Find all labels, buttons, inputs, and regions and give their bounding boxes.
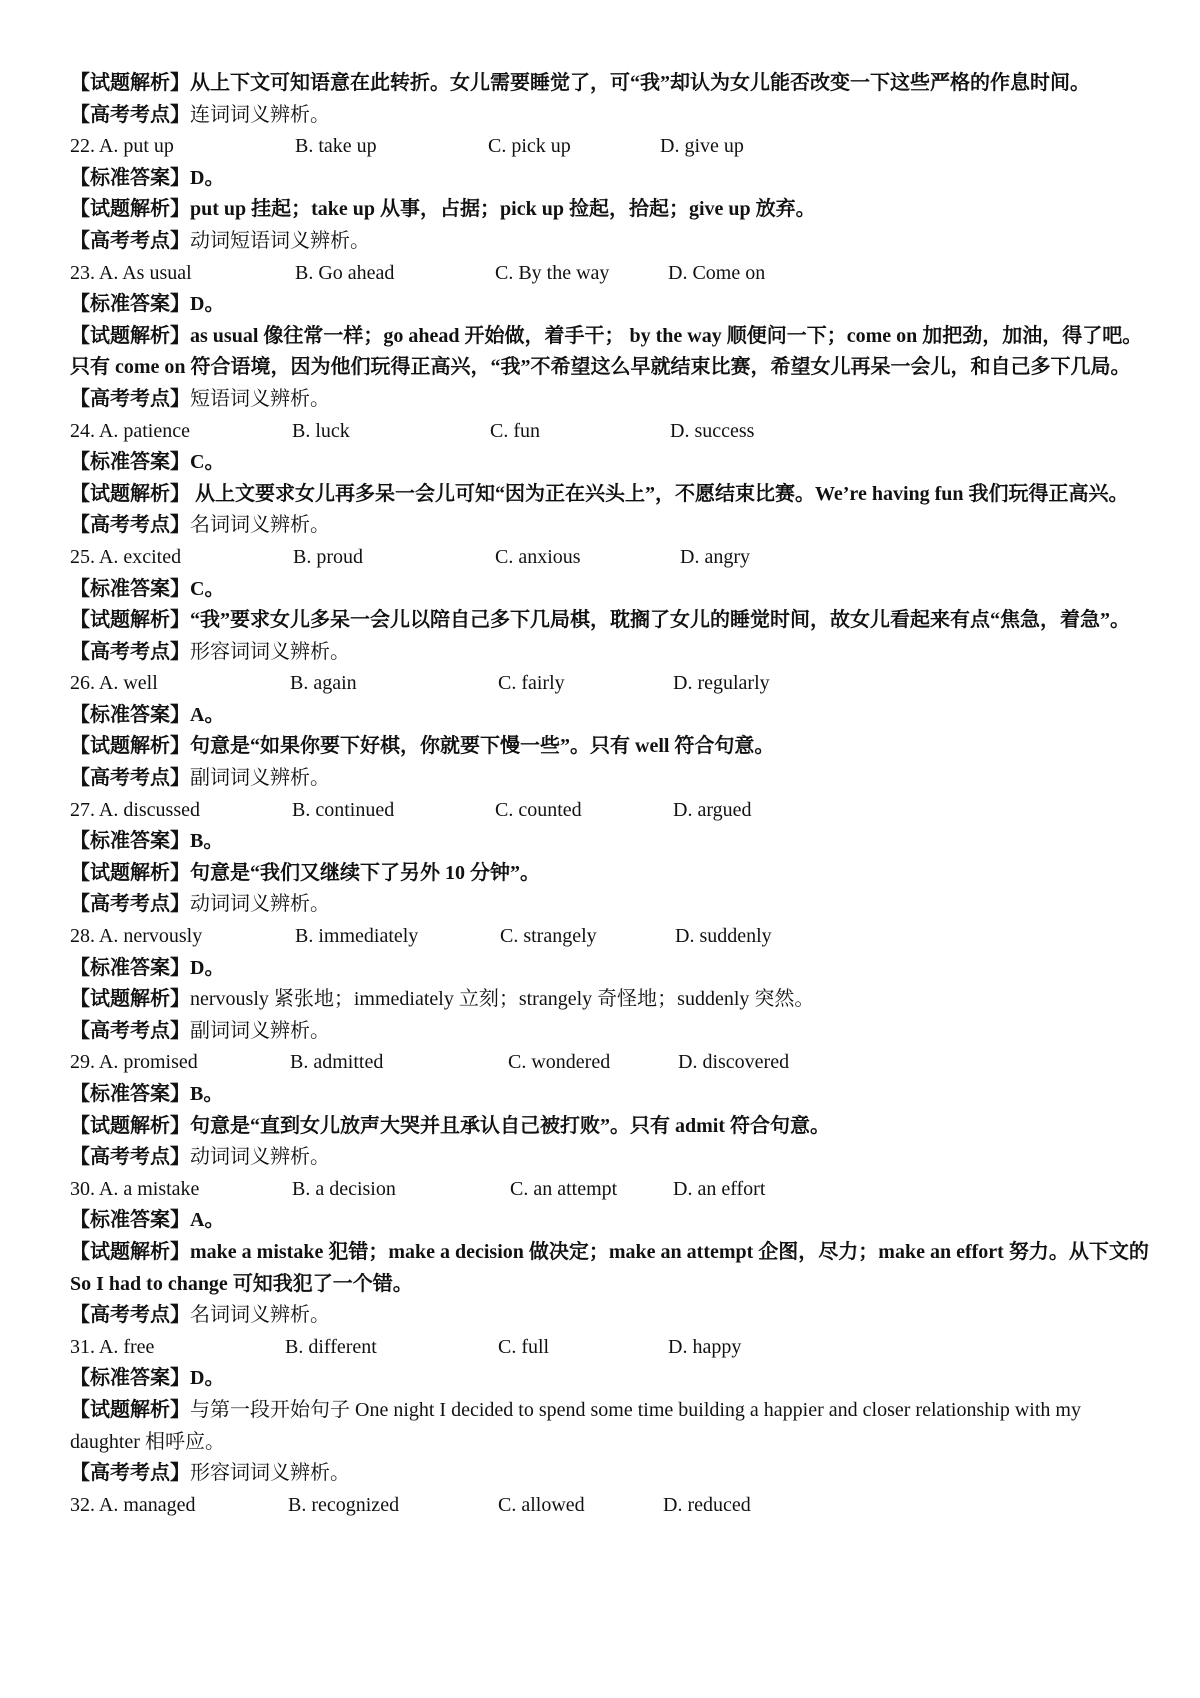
option-b: B. admitted: [290, 1051, 384, 1074]
exam-point-line-text: 副词词义辨析。: [190, 1019, 330, 1042]
standard-answer-line-text: D。: [190, 293, 225, 316]
question-options: [70, 668, 1150, 700]
option-d: D. reduced: [663, 1493, 751, 1516]
exam-point-line-label: 【高考考点】: [70, 893, 190, 916]
option-b: B. proud: [293, 545, 363, 568]
analysis-line: [70, 1237, 1150, 1300]
standard-answer-line-label: 【标准答案】: [70, 703, 190, 726]
exam-point-line-text: 名词词义辨析。: [190, 1304, 330, 1327]
exam-point-line-label: 【高考考点】: [70, 767, 190, 790]
option-c: C. strangely: [500, 925, 597, 948]
option-d: D. success: [670, 419, 755, 442]
standard-answer-line: [70, 953, 1150, 985]
standard-answer-line: [70, 163, 1150, 195]
option-b: B. immediately: [295, 925, 419, 948]
analysis-line-text: 从上文要求女儿再多呆一会儿可知“因为正在兴头上”，不愿结束比赛。We’re having fun 我们玩得正高兴。: [190, 482, 1129, 505]
standard-answer-line-label: 【标准答案】: [70, 166, 190, 189]
analysis-line: [70, 858, 1150, 890]
option-b: B. again: [290, 672, 357, 695]
option-c: C. counted: [495, 798, 582, 821]
standard-answer-line-label: 【标准答案】: [70, 1367, 190, 1390]
analysis-line-label: 【试题解析】: [70, 988, 190, 1011]
analysis-line: [70, 479, 1150, 511]
option-c: C. allowed: [498, 1493, 585, 1516]
question-options: [70, 131, 1150, 163]
analysis-line: [70, 605, 1150, 637]
question-options: [70, 795, 1150, 827]
exam-point-line-label: 【高考考点】: [70, 387, 190, 410]
question-options: [70, 1174, 1150, 1206]
exam-point-line-text: 动词短语词义辨析。: [190, 229, 370, 252]
exam-point-line-text: 形容词词义辨析。: [190, 640, 350, 663]
standard-answer-line: [70, 447, 1150, 479]
standard-answer-line-text: B。: [190, 1083, 224, 1105]
standard-answer-line-text: C。: [190, 451, 225, 474]
exam-point-line-label: 【高考考点】: [70, 1462, 190, 1485]
option-a: 30. A. a mistake: [70, 1177, 200, 1200]
analysis-line-text: put up 挂起；take up 从事，占据；pick up 捡起，拾起；give up 放弃。: [190, 198, 816, 221]
analysis-line-label: 【试题解析】: [70, 482, 190, 505]
option-d: D. discovered: [678, 1051, 790, 1074]
standard-answer-line-text: C。: [190, 577, 225, 600]
standard-answer-line-text: A。: [190, 703, 225, 726]
exam-point-line: [70, 1300, 1150, 1332]
analysis-line-text: 句意是“直到女儿放声大哭并且承认自己被打败”。只有 admit 符合句意。: [190, 1114, 830, 1137]
option-a: 28. A. nervously: [70, 925, 203, 948]
option-b: B. different: [285, 1335, 377, 1358]
exam-point-line-label: 【高考考点】: [70, 514, 190, 537]
option-d: D. give up: [660, 135, 744, 158]
exam-point-line-label: 【高考考点】: [70, 1304, 190, 1327]
exam-point-line: [70, 889, 1150, 921]
standard-answer-line: [70, 826, 1150, 858]
standard-answer-line: [70, 1205, 1150, 1237]
option-c: C. fairly: [498, 672, 565, 695]
standard-answer-line-text: D。: [190, 166, 225, 189]
option-d: D. argued: [673, 798, 752, 821]
exam-point-line-label: 【高考考点】: [70, 1146, 190, 1169]
question-options: [70, 1332, 1150, 1364]
option-d: D. regularly: [673, 672, 770, 695]
standard-answer-line: [70, 574, 1150, 606]
standard-answer-line-text: A。: [190, 1209, 225, 1232]
standard-answer-line-label: 【标准答案】: [70, 830, 190, 853]
option-c: C. wondered: [508, 1051, 611, 1074]
option-c: C. fun: [490, 419, 540, 442]
option-d: D. Come on: [668, 261, 766, 284]
exam-point-line-text: 动词词义辨析。: [190, 1146, 330, 1169]
analysis-line-text: make a mistake 犯错；make a decision 做决定；make an attempt 企图，尽力；make an effort 努力。从下文的 So I had to change 可知我犯了一个错。: [70, 1240, 1149, 1295]
option-c: C. anxious: [495, 545, 581, 568]
option-c: C. an attempt: [510, 1177, 618, 1200]
analysis-line-text: 句意是“如果你要下好棋，你就要下慢一些”。只有 well 符合句意。: [190, 735, 775, 758]
exam-point-line: [70, 100, 1150, 132]
option-a: 29. A. promised: [70, 1051, 198, 1074]
option-d: D. angry: [680, 545, 750, 568]
question-options: [70, 416, 1150, 448]
option-a: 24. A. patience: [70, 419, 190, 442]
standard-answer-line-text: D。: [190, 1367, 225, 1390]
option-b: B. recognized: [288, 1493, 400, 1516]
exam-point-line-text: 名词词义辨析。: [190, 514, 330, 537]
standard-answer-line-label: 【标准答案】: [70, 293, 190, 316]
analysis-line-label: 【试题解析】: [70, 735, 190, 758]
analysis-line-label: 【试题解析】: [70, 198, 190, 221]
exam-point-line: [70, 1016, 1150, 1048]
analysis-line: [70, 1111, 1150, 1143]
analysis-line-label: 【试题解析】: [70, 1398, 190, 1421]
analysis-line-label: 【试题解析】: [70, 72, 190, 94]
exam-point-line-text: 动词词义辨析。: [190, 893, 330, 916]
question-options: [70, 921, 1150, 953]
exam-point-line-label: 【高考考点】: [70, 229, 190, 252]
analysis-line: [70, 1395, 1150, 1458]
question-options: [70, 542, 1150, 574]
option-c: C. full: [498, 1335, 550, 1358]
question-options: [70, 1047, 1150, 1079]
option-b: B. luck: [292, 419, 350, 442]
option-a: 27. A. discussed: [70, 798, 200, 821]
analysis-line-text: “我”要求女儿多呆一会儿以陪自己多下几局棋，耽搁了女儿的睡觉时间，故女儿看起来有点“焦急，着急”。: [190, 609, 1130, 632]
analysis-line-label: 【试题解析】: [70, 1240, 190, 1263]
standard-answer-line-label: 【标准答案】: [70, 1083, 190, 1105]
analysis-line: [70, 194, 1150, 226]
standard-answer-line-label: 【标准答案】: [70, 577, 190, 600]
analysis-line: [70, 984, 1150, 1016]
option-b: B. Go ahead: [295, 261, 395, 284]
question-options: [70, 258, 1150, 290]
analysis-line-label: 【试题解析】: [70, 861, 190, 884]
option-b: B. a decision: [292, 1177, 396, 1200]
analysis-line-label: 【试题解析】: [70, 324, 190, 347]
option-a: 26. A. well: [70, 672, 158, 695]
option-a: 22. A. put up: [70, 135, 174, 158]
option-d: D. an effort: [673, 1177, 766, 1200]
standard-answer-line-label: 【标准答案】: [70, 956, 190, 979]
exam-point-line-label: 【高考考点】: [70, 103, 190, 126]
analysis-line: [70, 731, 1150, 763]
standard-answer-line: [70, 1079, 1150, 1111]
exam-point-line: [70, 1142, 1150, 1174]
exam-point-line: [70, 384, 1150, 416]
option-c: C. By the way: [495, 261, 610, 284]
option-a: 23. A. As usual: [70, 261, 192, 284]
analysis-line-text: 与第一段开始句子 One night I decided to spend some time building a happier and closer relationship with my daughter 相呼应。: [70, 1398, 1081, 1453]
analysis-line-text: 句意是“我们又继续下了另外 10 分钟”。: [190, 861, 540, 884]
question-options: [70, 1490, 1150, 1522]
exam-point-line-text: 连词词义辨析。: [190, 103, 330, 126]
standard-answer-line-text: D。: [190, 956, 225, 979]
option-c: C. pick up: [488, 135, 571, 158]
option-a: 32. A. managed: [70, 1493, 196, 1516]
option-a: 31. A. free: [70, 1335, 155, 1358]
analysis-line-text: nervously 紧张地；immediately 立刻；strangely 奇怪地；suddenly 突然。: [190, 988, 815, 1011]
option-a: 25. A. excited: [70, 545, 182, 568]
analysis-line-text: as usual 像往常一样；go ahead 开始做，着手干； by the way 顺便问一下；come on 加把劲，加油，得了吧。只有 come on 符合语境，因为他们玩得正高兴，“我”不希望这么早就结束比赛，希望女儿再呆一会儿，和自己多下几局。: [70, 324, 1143, 379]
option-d: D. happy: [668, 1335, 742, 1358]
standard-answer-line-label: 【标准答案】: [70, 451, 190, 474]
analysis-line: [70, 68, 1150, 100]
analysis-line-label: 【试题解析】: [70, 1114, 190, 1137]
exam-point-line: [70, 226, 1150, 258]
standard-answer-line: [70, 1363, 1150, 1395]
exam-point-line-text: 短语词义辨析。: [190, 387, 330, 410]
exam-point-line-label: 【高考考点】: [70, 1019, 190, 1042]
option-b: B. continued: [292, 798, 395, 821]
option-d: D. suddenly: [675, 925, 772, 948]
document-page: [70, 68, 1150, 1521]
standard-answer-line: [70, 289, 1150, 321]
exam-point-line: [70, 637, 1150, 669]
standard-answer-line: [70, 700, 1150, 732]
option-b: B. take up: [295, 135, 377, 158]
analysis-line-text: 从上下文可知语意在此转折。女儿需要睡觉了，可“我”却认为女儿能否改变一下这些严格的作息时间。: [190, 72, 1090, 94]
exam-point-line: [70, 510, 1150, 542]
exam-point-line: [70, 763, 1150, 795]
standard-answer-line-label: 【标准答案】: [70, 1209, 190, 1232]
exam-point-line-label: 【高考考点】: [70, 640, 190, 663]
analysis-line-label: 【试题解析】: [70, 609, 190, 632]
exam-point-line-text: 副词词义辨析。: [190, 767, 330, 790]
analysis-line: [70, 321, 1150, 384]
standard-answer-line-text: B。: [190, 830, 224, 853]
exam-point-line-text: 形容词词义辨析。: [190, 1462, 350, 1485]
exam-point-line: [70, 1458, 1150, 1490]
